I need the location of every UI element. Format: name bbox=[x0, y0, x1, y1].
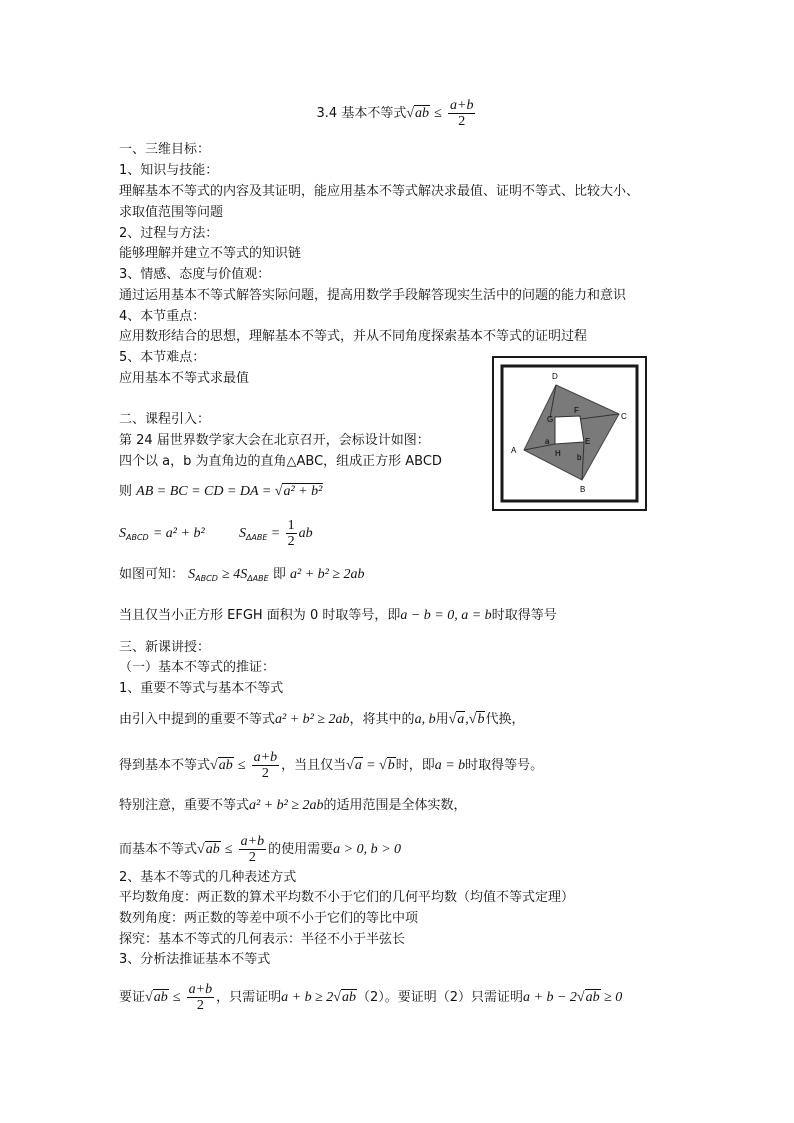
difficulty-line: 应用基本不等式求最值 bbox=[119, 371, 250, 386]
keypoint-heading: 4、本节重点： bbox=[119, 309, 206, 324]
topic2-heading: 2、基本不等式的几种表述方式 bbox=[119, 870, 297, 885]
topic2-line2: 数列角度：两正数的等差中项不小于它们的等比中项 bbox=[119, 911, 419, 926]
title-rel: ≤ bbox=[434, 106, 442, 121]
analysis-line: 要证√ab ≤ $\frac{a+b}{2}$ ，只需证明a + b ≥ 2√ab（2）。要证明（2）只需证明a + b − 2√ab ≥ 0 bbox=[119, 982, 623, 1013]
keypoint-line: 应用数形结合的思想，理解基本不等式，并从不同角度探索基本不等式的证明过程 bbox=[119, 329, 588, 344]
congress-logo-figure bbox=[492, 356, 647, 511]
knowledge-heading: 1、知识与技能： bbox=[119, 163, 219, 178]
equation-areas: $S_{ABCD} = a^2 + b^2$ $S_{\Delta ABE}$ = $\frac{1}{2}$ ab bbox=[119, 518, 313, 549]
label-B: B bbox=[580, 485, 586, 494]
equation-sides: 则 AB = BC = CD = DA = √a² + b² bbox=[119, 484, 323, 499]
label-D: D bbox=[552, 372, 558, 381]
process-heading: 2、过程与方法： bbox=[119, 226, 219, 241]
inner-square-efgh bbox=[555, 416, 584, 444]
equality-condition: 当且仅当小正方形 EFGH 面积为 0 时取等号，即a − b = 0, a = b时取得等号 bbox=[119, 608, 557, 623]
topic2-line1: 平均数角度：两正数的算术平均数不小于它们的几何平均数（均值不等式定理） bbox=[119, 890, 575, 905]
process-line: 能够理解并建立不等式的知识链 bbox=[119, 246, 302, 261]
topic2-line3: 探究：基本不等式的几何表示：半径不小于半弦长 bbox=[119, 932, 406, 947]
label-G: G bbox=[547, 415, 554, 424]
knowledge-line2: 求取值范围等问题 bbox=[119, 205, 224, 220]
page-title bbox=[0, 98, 794, 129]
derivation-line2: 得到基本不等式√ab ≤ $\frac{a+b}{2}$ ，当且仅当√a = √b时，即a = b时取得等号。 bbox=[119, 750, 544, 781]
label-H: H bbox=[555, 449, 561, 458]
section1-heading: 一、三维目标： bbox=[119, 142, 211, 157]
label-b: b bbox=[577, 453, 582, 462]
difficulty-heading: 5、本节难点： bbox=[119, 350, 206, 365]
derivation-line4: 而基本不等式√ab ≤ $\frac{a+b}{2}$ 的使用需要a > 0, b > 0 bbox=[119, 834, 402, 865]
topic1-heading: 1、重要不等式与基本不等式 bbox=[119, 681, 284, 696]
derivation-line3: 特别注意，重要不等式a² + b² ≥ 2ab的适用范围是全体实数， bbox=[119, 798, 467, 813]
label-F: F bbox=[574, 406, 579, 415]
intro-line1: 第 24 届世界数学家大会在北京召开，会标设计如图： bbox=[119, 433, 430, 448]
section2-heading: 二、课程引入： bbox=[119, 412, 211, 427]
label-C: C bbox=[621, 412, 627, 421]
label-A: A bbox=[511, 446, 517, 455]
zhao-shuang-diagram bbox=[492, 356, 647, 511]
label-E: E bbox=[585, 437, 591, 446]
equation-compare: 如图可知： $S_{ABCD} \ge 4S_{\Delta ABE}$ 即 a² + b² ≥ 2ab bbox=[119, 567, 365, 583]
intro-line2: 四个以 a，b 为直角边的直角△ABC，组成正方形 ABCD bbox=[119, 454, 442, 469]
emotion-heading: 3、情感、态度与价值观： bbox=[119, 267, 271, 282]
topic3-heading: 3、分析法推证基本不等式 bbox=[119, 952, 271, 967]
label-a: a bbox=[545, 437, 550, 446]
emotion-line: 通过运用基本不等式解答实际问题，提高用数学手段解答现实生活中的问题的能力和意识 bbox=[119, 288, 627, 303]
title-text: 3.4 基本不等式 bbox=[316, 106, 407, 121]
title-sqrt: √ab bbox=[406, 106, 430, 121]
title-fraction: $\frac{a+b}{2}$ bbox=[450, 98, 474, 129]
derivation-line1: 由引入中提到的重要不等式a² + b² ≥ 2ab，将其中的a, b用√a,√b代换， bbox=[119, 712, 525, 727]
section3-heading: 三、新课讲授： bbox=[119, 640, 211, 655]
subsection-derivation: （一）基本不等式的推证： bbox=[119, 660, 276, 675]
knowledge-line1: 理解基本不等式的内容及其证明，能应用基本不等式解决求最值、证明不等式、比较大小、 bbox=[119, 184, 640, 199]
